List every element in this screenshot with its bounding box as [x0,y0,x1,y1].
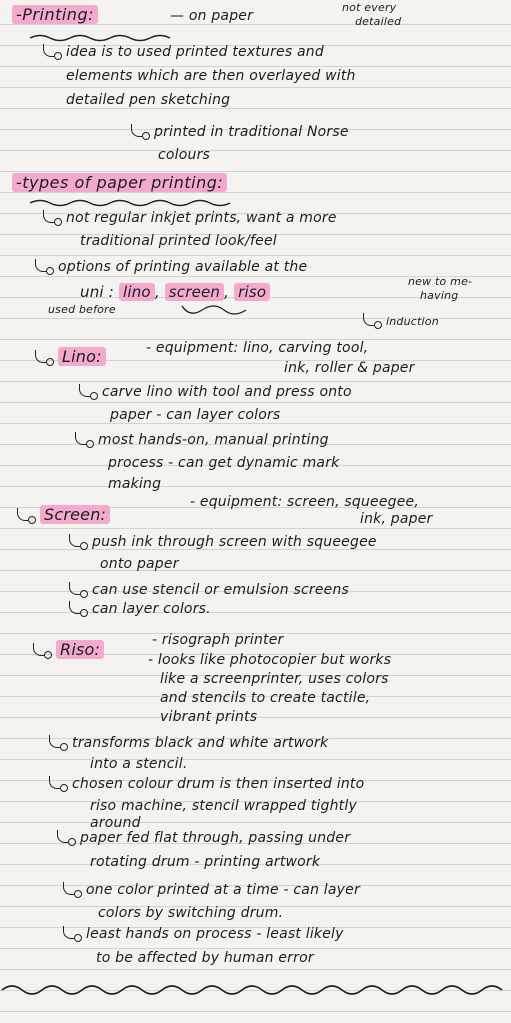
screen-layer: can layer colors. [92,601,211,617]
squiggle-underline [30,198,240,208]
types-heading: -types of paper printing: [12,174,227,192]
on-paper-note: — on paper [170,8,254,24]
not-every-note-1: not every [342,1,397,14]
riso-drum-1: chosen colour drum is then inserted into [72,776,365,792]
screen-equipment-2: ink, paper [360,511,433,527]
riso-line-4: and stencils to create tactile, [160,690,371,706]
induction-note: induction [386,315,439,328]
used-before-note: used before [48,303,116,316]
lino-hands-2: process - can get dynamic mark [108,455,340,471]
idea-line-1: idea is to used printed textures and [66,44,324,60]
printing-heading: -Printing: [12,6,98,24]
new-to-me-note-1: new to me- [408,275,473,288]
squiggle-arrow [180,304,250,318]
riso-transforms-1: transforms black and white artwork [72,735,329,751]
not-regular-line-1: not regular inkjet prints, want a more [66,210,337,226]
riso-one-2: colors by switching drum. [98,905,284,921]
riso-label: Riso: [30,642,104,658]
lino-carve-2: paper - can layer colors [110,407,281,423]
lino-equipment-2: ink, roller & paper [284,360,415,376]
screen-push-2: onto paper [100,556,179,572]
options-line-1: options of printing available at the [58,259,308,275]
riso-drum-2: riso machine, stencil wrapped tightly [90,798,357,814]
riso-least-2: to be affected by human error [96,950,314,966]
riso-line-1: - risograph printer [152,632,284,648]
not-regular-line-2: traditional printed look/feel [80,233,277,249]
lino-equipment-1: - equipment: lino, carving tool, [146,340,369,356]
riso-line-5: vibrant prints [160,709,258,725]
idea-line-2: elements which are then overlayed with [66,68,356,84]
riso-line-3: like a screenprinter, uses colors [160,671,389,687]
lino-label: Lino: [32,349,106,365]
screen-stencil: can use stencil or emulsion screens [92,582,350,598]
squiggle-underline [30,33,180,43]
idea-line-3: detailed pen sketching [66,92,231,108]
squiggle-divider [0,982,511,998]
screen-equipment-1: - equipment: screen, squeegee, [190,494,420,510]
riso-least-1: least hands on process - least likely [86,926,344,942]
options-line-2: uni : lino , screen , riso [80,284,270,300]
riso-paper-2: rotating drum - printing artwork [90,854,321,870]
new-to-me-note-2: having [420,289,459,302]
screen-push-1: push ink through screen with squeegee [92,534,377,550]
riso-tag: riso [234,283,270,301]
not-every-note-2: detailed [355,15,402,28]
screen-label: Screen: [14,507,110,523]
riso-one-1: one color printed at a time - can layer [86,882,360,898]
lino-tag: lino [119,283,155,301]
riso-transforms-2: into a stencil. [90,756,188,772]
riso-drum-3: around [90,815,141,831]
riso-line-2: - looks like photocopier but works [148,652,392,668]
screen-tag: screen [165,283,224,301]
printed-line-2: colours [158,147,211,163]
printed-line-1: printed in traditional Norse [154,124,349,140]
lino-carve-1: carve lino with tool and press onto [102,384,352,400]
riso-paper-1: paper fed flat through, passing under [80,830,351,846]
lino-hands-1: most hands-on, manual printing [98,432,329,448]
lino-hands-3: making [108,476,162,492]
